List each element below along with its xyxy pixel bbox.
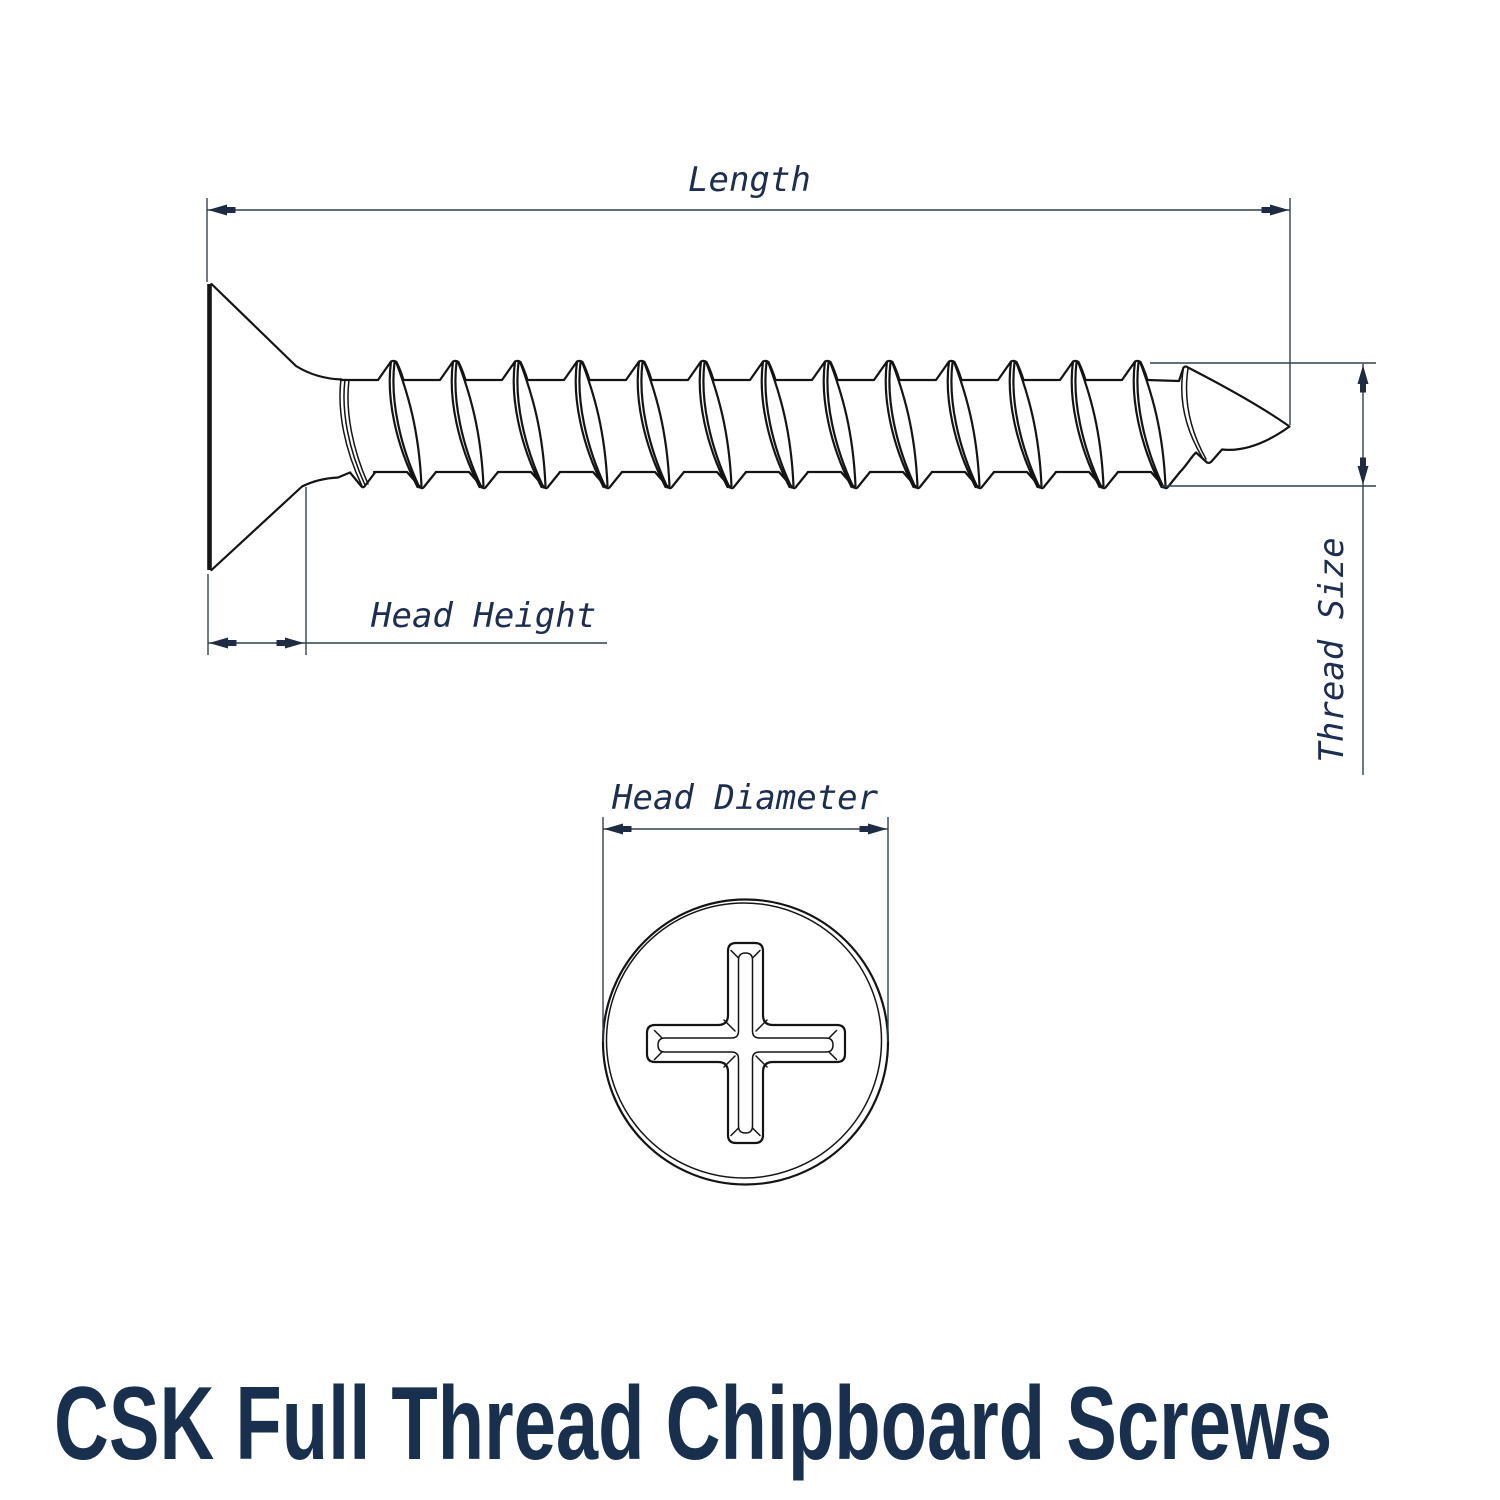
length-arrow-left-icon — [208, 205, 236, 216]
head-diameter-arrow-right-icon — [860, 824, 888, 835]
phillips-corner-ticks — [655, 951, 837, 1136]
length-dimension — [207, 198, 1290, 425]
screw-head-top-view — [603, 900, 888, 1185]
head-diameter-arrow-left-icon — [604, 824, 632, 835]
screw-tip-outline — [1148, 367, 1290, 473]
phillips-recess-outline — [647, 943, 845, 1143]
head-height-label: Head Height — [371, 596, 597, 636]
screw-tip-thread-lines — [1182, 368, 1206, 460]
head-height-arrow-right-icon — [277, 638, 305, 649]
head-diameter-label: Head Diameter — [612, 778, 879, 818]
thread-runout-lines — [340, 379, 368, 486]
page-title: CSK Full Thread Chipboard Screws — [54, 1366, 1333, 1482]
thread-size-arrow-up-icon — [1358, 365, 1369, 393]
length-arrow-right-icon — [1262, 205, 1290, 216]
full-thread-crests — [342, 361, 1181, 488]
screw-side-view — [210, 284, 1290, 570]
countersunk-head-outline — [212, 284, 351, 570]
length-label: Length — [688, 160, 811, 200]
phillips-recess-slot — [658, 953, 833, 1133]
head-height-arrow-left-icon — [209, 638, 237, 649]
head-diameter-dimension — [603, 817, 888, 1042]
thread-size-arrow-down-icon — [1358, 458, 1369, 486]
thread-size-label: Thread Size — [1312, 537, 1352, 763]
